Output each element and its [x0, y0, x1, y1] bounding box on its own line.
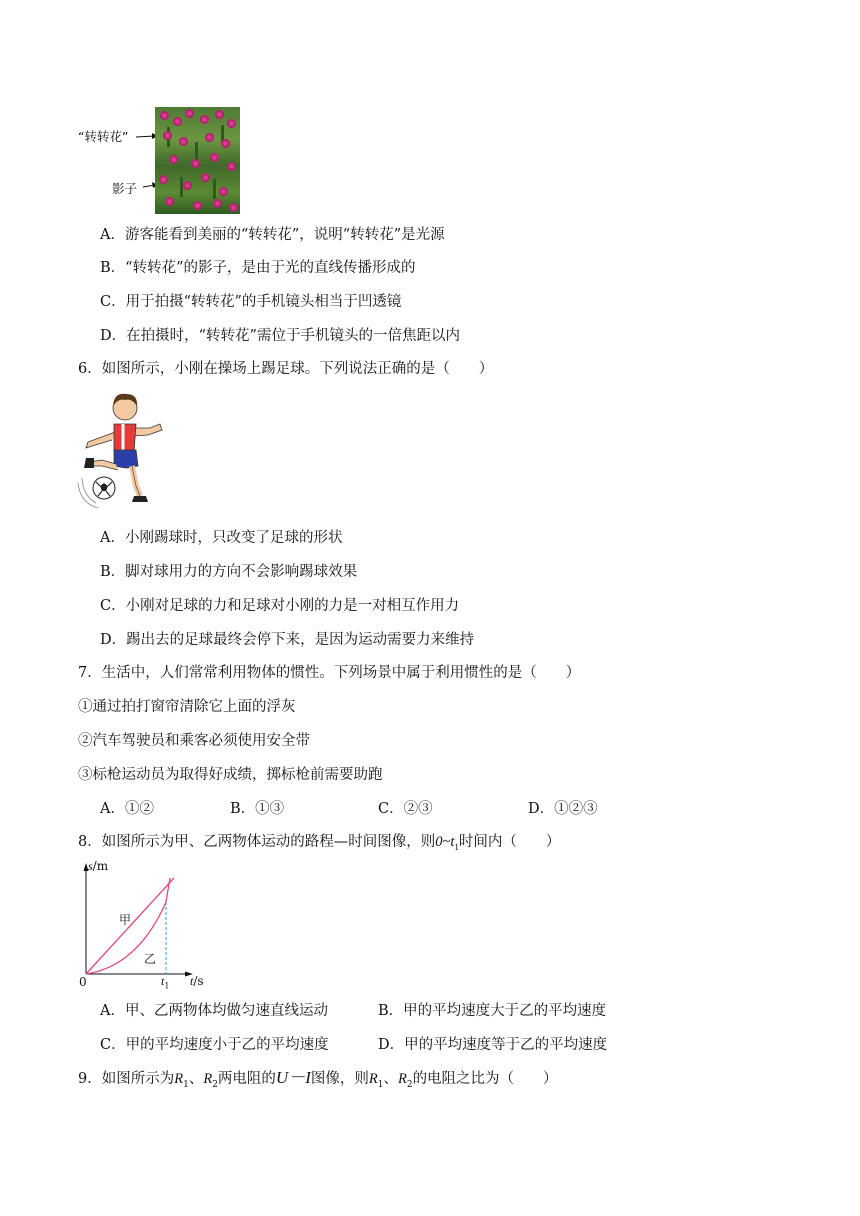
q5-option-c: C．用于拍摄“转转花”的手机镜头相当于凹透镜 — [100, 294, 402, 310]
curve-yi-label: 乙 — [144, 952, 157, 966]
flower-label: “转转花” — [78, 129, 129, 144]
q7-option-b: B．①③ — [230, 801, 285, 817]
q8-stem-math: $0\sim t_1$ — [435, 834, 459, 852]
soccer-player-illustration — [76, 388, 171, 510]
x-axis-label: t/s — [190, 974, 204, 988]
q6-stem: 6．如图所示，小刚在操场上踢足球。下列说法正确的是（ ） — [78, 361, 494, 377]
origin-label: 0 — [79, 975, 87, 989]
q6-option-c: C．小刚对足球的力和足球对小刚的力是一对相互作用力 — [100, 598, 460, 614]
q6-option-b: B．脚对球用力的方向不会影响踢球效果 — [100, 564, 358, 580]
q7-item-3: ③标枪运动员为取得好成绩，掷标枪前需要助跑 — [78, 767, 383, 783]
q8-option-b: B．甲的平均速度大于乙的平均速度 — [378, 1003, 607, 1019]
t1-tick-label: $t_1$ — [161, 974, 170, 991]
q5-option-b: B．“转转花”的影子，是由于光的直线传播形成的 — [100, 260, 416, 276]
q7-stem: 7．生活中，人们常常利用物体的惯性。下列场景中属于利用惯性的是（ ） — [78, 665, 581, 681]
q7-item-1: ①通过拍打窗帘清除它上面的浮灰 — [78, 699, 296, 715]
y-axis-label: s/m — [88, 859, 109, 873]
q9-stem: 9．如图所示为$R_1$、$R_2$两电阻的U－I图像，则$R_1$、$R_2$的电阻之比为（ ） — [78, 1068, 558, 1090]
q5-option-d: D．在拍摄时，“转转花”需位于手机镜头的一倍焦距以内 — [100, 328, 460, 344]
q7-item-2: ②汽车驾驶员和乘客必须使用安全带 — [78, 733, 310, 749]
q7-option-c: C．②③ — [378, 801, 433, 817]
curve-jia-label: 甲 — [119, 913, 132, 927]
flower-photo — [155, 107, 240, 214]
q6-option-d: D．踢出去的足球最终会停下来，是因为运动需要力来维持 — [100, 632, 475, 648]
q8-stem: 8．如图所示为甲、乙两物体运动的路程—时间图像，则$0\sim t_1$时间内（ ） — [78, 834, 561, 852]
q5-option-a: A．游客能看到美丽的“转转花”，说明“转转花”是光源 — [100, 227, 445, 243]
q7-option-d: D．①②③ — [528, 801, 598, 817]
q8-option-d: D．甲的平均速度等于乙的平均速度 — [378, 1037, 608, 1053]
shadow-label: 影子 — [112, 181, 138, 196]
q7-option-a: A．①② — [100, 801, 154, 817]
distance-time-graph — [78, 858, 218, 994]
q8-option-a: A．甲、乙两物体均做匀速直线运动 — [100, 1003, 328, 1019]
q8-option-c: C．甲的平均速度小于乙的平均速度 — [100, 1037, 329, 1053]
q6-option-a: A．小刚踢球时，只改变了足球的形状 — [100, 530, 343, 546]
